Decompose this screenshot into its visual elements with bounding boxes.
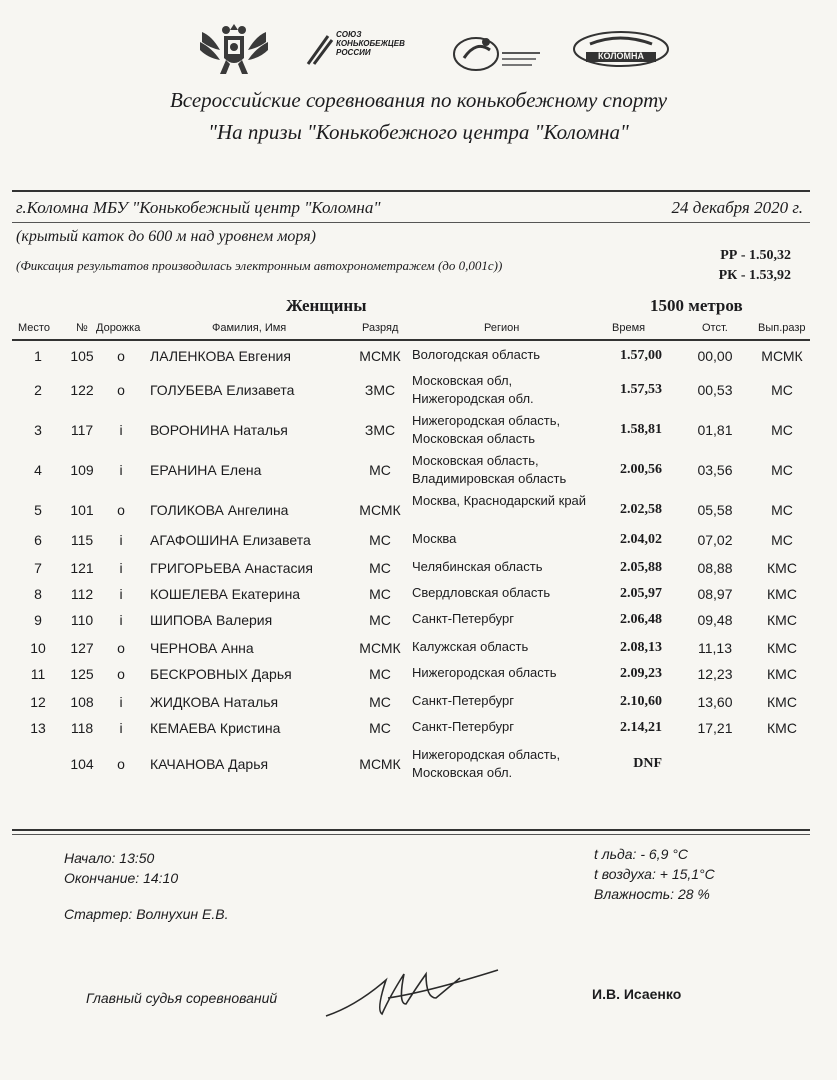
venue: г.Коломна МБУ "Конькобежный центр "Коломна" xyxy=(16,198,381,217)
cell-gap: 11,13 xyxy=(698,640,732,656)
cell-number: 110 xyxy=(70,612,94,628)
cell-lane: o xyxy=(117,666,125,682)
col-header-name: Фамилия, Имя xyxy=(212,322,287,334)
table-row xyxy=(0,558,837,582)
record-national: РР - 1.50,32 xyxy=(720,248,791,263)
cell-time: 1.57,53 xyxy=(620,382,662,397)
ice-temperature: t льда: - 6,9 °C xyxy=(594,846,688,862)
cell-result-rank: МС xyxy=(771,462,793,478)
cell-number: 122 xyxy=(70,382,94,398)
kolomna-emblem-icon xyxy=(572,30,670,68)
cell-region: Нижегородская область, Московская область xyxy=(412,413,561,446)
cell-rank: МСМК xyxy=(359,502,401,518)
divider xyxy=(12,339,810,341)
cell-gap: 09,48 xyxy=(697,612,733,628)
cell-result-rank: КМС xyxy=(767,694,797,710)
cell-number: 109 xyxy=(70,462,94,478)
table-row xyxy=(0,530,837,554)
cell-time: 2.09,23 xyxy=(620,666,662,681)
cell-name: ЖИДКОВА Наталья xyxy=(150,694,279,710)
end-time: Окончание: 14:10 xyxy=(64,870,179,886)
signature-icon xyxy=(318,958,518,1028)
col-header-number: № xyxy=(76,322,88,334)
cell-rank: МС xyxy=(369,694,391,710)
air-temperature: t воздуха: + 15,1°C xyxy=(594,866,715,882)
table-row xyxy=(0,746,837,784)
col-header-region: Регион xyxy=(484,322,520,334)
cell-result-rank: КМС xyxy=(767,666,797,682)
col-header-gap: Отст. xyxy=(702,322,728,334)
cell-lane: i xyxy=(119,462,123,478)
cell-result-rank: МС xyxy=(771,532,793,548)
cell-name: ГОЛУБЕВА Елизавета xyxy=(150,382,295,398)
cell-region: Санкт-Петербург xyxy=(412,693,514,708)
col-header-lane: Дорожка xyxy=(96,322,141,334)
distance-label: 1500 метров xyxy=(650,296,743,315)
logo-text-line: СОЮЗ xyxy=(336,30,362,39)
cell-number: 125 xyxy=(70,666,94,682)
table-row xyxy=(0,718,837,742)
cell-rank: ЗМС xyxy=(364,382,396,398)
cell-result-rank: МСМК xyxy=(761,348,803,364)
table-row xyxy=(0,346,837,370)
skater-icon xyxy=(304,30,334,70)
col-header-time: Время xyxy=(612,322,646,334)
cell-place: 9 xyxy=(34,612,42,628)
cell-gap: 08,97 xyxy=(697,586,733,602)
cell-gap: 12,23 xyxy=(697,666,733,682)
cell-name: ЛАЛЕНКОВА Евгения xyxy=(150,348,291,364)
cell-number: 115 xyxy=(70,532,94,548)
category-label: Женщины xyxy=(286,296,367,315)
divider xyxy=(12,829,810,831)
cell-rank: МС xyxy=(369,462,391,478)
cell-lane: i xyxy=(119,560,123,576)
cell-time: 2.00,56 xyxy=(620,462,662,477)
table-row xyxy=(0,610,837,634)
cell-gap: 01,81 xyxy=(697,422,733,438)
rink-note: (крытый каток до 600 м над уровнем моря) xyxy=(16,228,316,245)
table-row xyxy=(0,664,837,688)
kolomna-logo-text: КОЛОМНА xyxy=(597,51,645,61)
cell-lane: o xyxy=(117,348,125,364)
cell-number: 112 xyxy=(70,586,94,602)
table-row xyxy=(0,492,837,530)
cell-region: Вологодская область xyxy=(412,347,541,362)
cell-number: 121 xyxy=(70,560,94,576)
cell-name: КЕМАЕВА Кристина xyxy=(150,720,281,736)
cell-gap: 00,00 xyxy=(697,348,733,364)
cell-name: ГОЛИКОВА Ангелина xyxy=(150,502,289,518)
cell-gap: 17,21 xyxy=(697,720,733,736)
cell-rank: МСМК xyxy=(359,348,401,364)
cell-result-rank: КМС xyxy=(767,560,797,576)
cell-result-rank: МС xyxy=(771,422,793,438)
cell-rank: МС xyxy=(369,612,391,628)
chief-judge-name: И.В. Исаенко xyxy=(592,986,682,1002)
record-track: РК - 1.53,92 xyxy=(718,268,791,283)
cell-region: Свердловская область xyxy=(412,585,551,600)
starter: Стартер: Волнухин Е.В. xyxy=(64,906,229,922)
cell-lane: o xyxy=(117,640,125,656)
table-row xyxy=(0,452,837,490)
cell-time: 2.06,48 xyxy=(620,612,662,627)
cell-place: 4 xyxy=(34,462,42,478)
logo-text-line: РОССИИ xyxy=(336,48,371,57)
cell-region: Санкт-Петербург xyxy=(412,719,514,734)
timing-note: (Фиксация результатов производилась электронным автохронометражем (до 0,001с)) xyxy=(16,258,503,273)
logo-text-line: КОНЬКОБЕЖЦЕВ xyxy=(336,39,405,48)
cell-time: 2.02,58 xyxy=(620,502,662,517)
cell-gap: 00,53 xyxy=(697,382,733,398)
cell-place: 13 xyxy=(30,720,46,736)
col-header-result-rank: Вып.разр xyxy=(758,322,806,334)
eagle-emblem-icon xyxy=(196,18,272,78)
cell-name: ГРИГОРЬЕВА Анастасия xyxy=(150,560,313,576)
cell-time: 2.14,21 xyxy=(620,720,662,735)
table-row xyxy=(0,692,837,716)
cell-gap: 13,60 xyxy=(697,694,733,710)
cell-result-rank: КМС xyxy=(767,612,797,628)
cell-rank: МС xyxy=(369,532,391,548)
humidity: Влажность: 28 % xyxy=(594,886,710,902)
cell-lane: o xyxy=(117,502,125,518)
cell-time: 2.10,60 xyxy=(620,694,662,709)
table-row xyxy=(0,638,837,662)
chief-judge-label: Главный судья соревнований xyxy=(86,990,278,1006)
cell-region: Нижегородская область, Московская обл. xyxy=(412,747,561,780)
skating-union-logo xyxy=(304,30,416,74)
cell-time: 1.57,00 xyxy=(620,348,662,363)
table-row xyxy=(0,412,837,450)
cell-lane: o xyxy=(117,756,125,772)
cell-place: 10 xyxy=(30,640,46,656)
cell-place: 8 xyxy=(34,586,42,602)
cell-place: 11 xyxy=(30,666,46,682)
cell-lane: i xyxy=(119,694,123,710)
cell-rank: ЗМС xyxy=(364,422,396,438)
cell-name: ШИПОВА Валерия xyxy=(150,612,273,628)
cell-region: Московская область, Владимировская область xyxy=(412,453,567,486)
divider xyxy=(12,222,810,223)
cell-place: 6 xyxy=(34,532,42,548)
cell-number: 105 xyxy=(70,348,94,364)
cell-lane: i xyxy=(119,612,123,628)
cell-region: Московская обл, Нижегородская обл. xyxy=(412,373,534,406)
cell-number: 117 xyxy=(70,422,94,438)
cell-region: Челябинская область xyxy=(412,559,543,574)
cell-region: Москва xyxy=(412,531,457,546)
kolomna-logo xyxy=(572,30,670,68)
cell-gap: 05,58 xyxy=(697,502,733,518)
divider xyxy=(12,190,810,192)
cell-region: Москва, Краснодарский край xyxy=(412,493,587,508)
cell-name: БЕСКРОВНЫХ Дарья xyxy=(150,666,292,682)
cell-rank: МС xyxy=(369,720,391,736)
cell-rank: МС xyxy=(369,560,391,576)
cell-name: КОШЕЛЕВА Екатерина xyxy=(150,586,301,602)
cell-rank: МСМК xyxy=(359,756,401,772)
cell-time: 2.08,13 xyxy=(620,640,662,655)
cell-number: 118 xyxy=(70,720,94,736)
cell-lane: i xyxy=(119,720,123,736)
cell-name: ЧЕРНОВА Анна xyxy=(150,640,254,656)
cell-place: 7 xyxy=(34,560,42,576)
regional-federation-logo-icon xyxy=(446,28,544,78)
table-row xyxy=(0,372,837,410)
cell-gap: 08,88 xyxy=(697,560,733,576)
cell-place: 1 xyxy=(34,348,42,364)
cell-time: 2.05,88 xyxy=(620,560,662,575)
cell-time: 1.58,81 xyxy=(620,422,662,437)
cell-time: 2.05,97 xyxy=(620,586,662,601)
page-title: Всероссийские соревнования по конькобежному спорту xyxy=(169,88,668,112)
cell-result-rank: МС xyxy=(771,382,793,398)
cell-gap: 03,56 xyxy=(697,462,733,478)
cell-name: ВОРОНИНА Наталья xyxy=(150,422,288,438)
cell-gap: 07,02 xyxy=(697,532,733,548)
cell-number: 101 xyxy=(70,502,94,518)
cell-place: 5 xyxy=(34,502,42,518)
cell-rank: МСМК xyxy=(359,640,401,656)
cell-lane: o xyxy=(117,382,125,398)
event-date: 24 декабря 2020 г. xyxy=(671,198,803,217)
cell-time: 2.04,02 xyxy=(620,532,662,547)
cell-number: 127 xyxy=(70,640,94,656)
cell-result-rank: КМС xyxy=(767,720,797,736)
cell-lane: i xyxy=(119,532,123,548)
cell-time: DNF xyxy=(633,756,662,771)
cell-result-rank: КМС xyxy=(767,640,797,656)
cell-region: Санкт-Петербург xyxy=(412,611,514,626)
cell-name: АГАФОШИНА Елизавета xyxy=(150,532,311,548)
table-row xyxy=(0,584,837,608)
cell-number: 104 xyxy=(70,756,94,772)
cell-region: Нижегородская область xyxy=(412,665,557,680)
cell-number: 108 xyxy=(70,694,94,710)
cell-rank: МС xyxy=(369,666,391,682)
page-subtitle: "На призы "Конькобежного центра "Коломна" xyxy=(208,120,629,144)
col-header-place: Место xyxy=(18,322,50,334)
cell-rank: МС xyxy=(369,586,391,602)
col-header-rank: Разряд xyxy=(362,322,399,334)
cell-place: 12 xyxy=(30,694,46,710)
cell-lane: i xyxy=(119,586,123,602)
cell-result-rank: МС xyxy=(771,502,793,518)
divider xyxy=(12,834,810,835)
cell-lane: i xyxy=(119,422,123,438)
cell-result-rank: КМС xyxy=(767,586,797,602)
start-time: Начало: 13:50 xyxy=(64,850,155,866)
cell-region: Калужская область xyxy=(412,639,529,654)
cell-place: 2 xyxy=(34,382,42,398)
cell-place: 3 xyxy=(34,422,42,438)
cell-name: ЕРАНИНА Елена xyxy=(150,462,262,478)
cell-name: КАЧАНОВА Дарья xyxy=(150,756,269,772)
